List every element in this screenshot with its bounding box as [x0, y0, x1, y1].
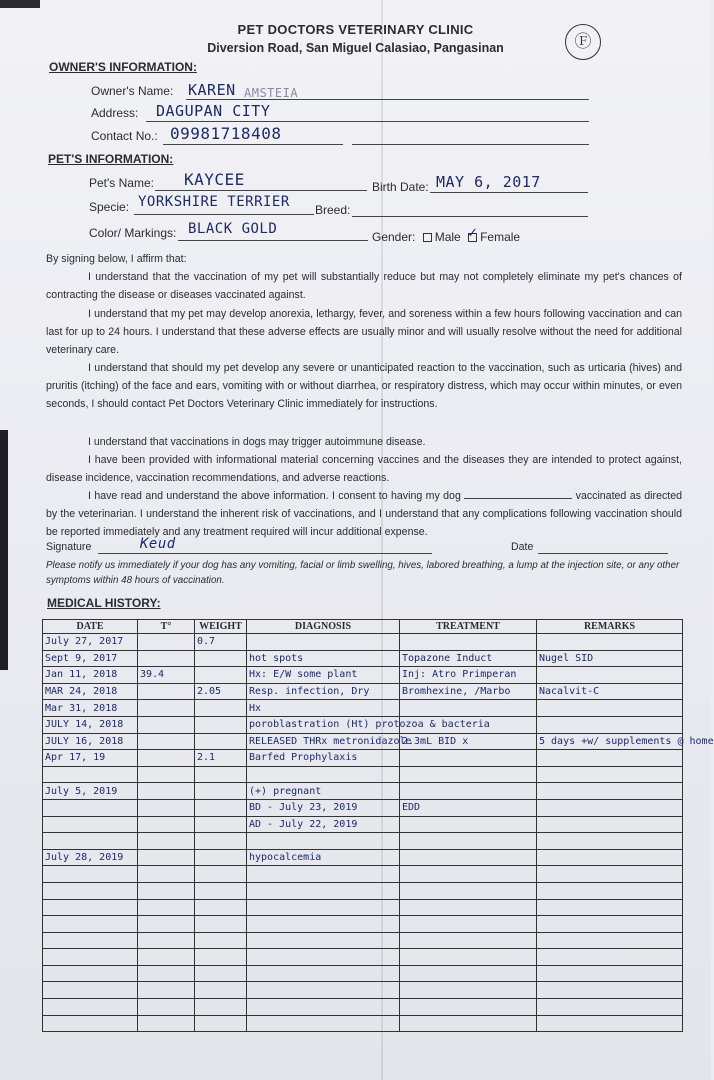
- table-cell[interactable]: [400, 833, 537, 850]
- table-cell[interactable]: [138, 733, 195, 750]
- table-row: [43, 683, 683, 700]
- table-cell[interactable]: [195, 866, 247, 883]
- table-cell[interactable]: [537, 716, 683, 733]
- table-cell[interactable]: [195, 667, 247, 684]
- table-row: [43, 882, 683, 899]
- consent-paragraph-1: I understand that the vaccination of my pet will substantially reduce but may not completely eliminate my pet's chances of contracting the disease or diseases vaccinated against.: [46, 271, 682, 302]
- table-cell[interactable]: [195, 716, 247, 733]
- table-row: [43, 965, 683, 982]
- table-cell[interactable]: [247, 982, 400, 999]
- pet-name-value[interactable]: KAYCEE: [184, 170, 245, 189]
- table-cell[interactable]: [537, 700, 683, 717]
- torn-edge: [0, 430, 8, 670]
- table-cell[interactable]: Inj: Atro Primperan: [400, 667, 537, 684]
- table-cell[interactable]: [138, 932, 195, 949]
- table-cell[interactable]: [400, 816, 537, 833]
- medical-history-title: MEDICAL HISTORY:: [47, 596, 161, 610]
- table-row: [43, 999, 683, 1016]
- table-cell[interactable]: hot spots: [247, 650, 400, 667]
- table-cell[interactable]: [400, 882, 537, 899]
- table-cell[interactable]: 2.05: [195, 683, 247, 700]
- table-cell[interactable]: EDD: [400, 799, 537, 816]
- form-stamp: Ⓕ: [565, 24, 601, 60]
- breed-line: [352, 216, 588, 217]
- table-cell[interactable]: [400, 634, 537, 651]
- table-cell[interactable]: [537, 949, 683, 966]
- table-cell[interactable]: [195, 882, 247, 899]
- table-cell[interactable]: [43, 999, 138, 1016]
- table-cell[interactable]: [138, 899, 195, 916]
- table-cell[interactable]: [247, 949, 400, 966]
- table-cell[interactable]: [537, 965, 683, 982]
- table-cell[interactable]: [138, 634, 195, 651]
- female-check-mark: ✓: [467, 225, 478, 241]
- table-cell[interactable]: [43, 833, 138, 850]
- table-cell[interactable]: [138, 849, 195, 866]
- pet-section-title: PET'S INFORMATION:: [48, 152, 174, 166]
- table-cell[interactable]: [43, 899, 138, 916]
- table-row: [43, 783, 683, 800]
- consent-paragraph-6: [46, 487, 682, 542]
- table-cell[interactable]: [43, 965, 138, 982]
- table-row: [43, 700, 683, 717]
- table-cell[interactable]: Hx: E/W some plant: [247, 667, 400, 684]
- table-cell[interactable]: Jan 11, 2018: [43, 667, 138, 684]
- table-cell[interactable]: [537, 783, 683, 800]
- column-header: TREATMENT: [400, 620, 537, 634]
- column-header: DATE: [43, 620, 138, 634]
- owner-section-title: OWNER'S INFORMATION:: [49, 60, 197, 74]
- signature-label: Signature: [46, 541, 92, 553]
- table-row: [43, 750, 683, 767]
- signature-line: [98, 553, 432, 554]
- table-cell[interactable]: poroblastration (Ht) protozoa & bacteria: [247, 716, 400, 733]
- table-cell[interactable]: [400, 982, 537, 999]
- table-cell[interactable]: [247, 999, 400, 1016]
- table-cell[interactable]: Bromhexine, /Marbo: [400, 683, 537, 700]
- table-cell[interactable]: [43, 882, 138, 899]
- table-cell[interactable]: [138, 766, 195, 783]
- specie-label: Specie:: [89, 200, 130, 214]
- table-row: [43, 833, 683, 850]
- column-header: T°: [138, 620, 195, 634]
- table-cell[interactable]: [537, 667, 683, 684]
- dog-name-blank[interactable]: [464, 498, 572, 499]
- color-value[interactable]: BLACK GOLD: [188, 221, 278, 237]
- table-cell[interactable]: [195, 799, 247, 816]
- consent-p6-start: I have read and understand the above information. I consent to having my dog: [88, 490, 461, 502]
- table-header-row: [43, 620, 683, 634]
- birth-date-value[interactable]: MAY 6, 2017: [436, 173, 541, 191]
- male-label: Male: [434, 230, 461, 244]
- table-cell[interactable]: [138, 799, 195, 816]
- table-row: [43, 716, 683, 733]
- table-cell[interactable]: [247, 899, 400, 916]
- address-label: Address:: [91, 106, 139, 120]
- contact-label: Contact No.:: [91, 129, 158, 143]
- table-cell[interactable]: [43, 949, 138, 966]
- breed-label: Breed:: [315, 203, 351, 217]
- table-cell[interactable]: Topazone Induct: [400, 650, 537, 667]
- table-row: [43, 849, 683, 866]
- table-cell[interactable]: [138, 1015, 195, 1032]
- medical-history-table: [42, 619, 714, 1032]
- table-cell[interactable]: [537, 882, 683, 899]
- table-cell[interactable]: [138, 783, 195, 800]
- column-header: REMARKS: [537, 620, 683, 634]
- table-cell[interactable]: hypocalcemia: [247, 849, 400, 866]
- table-row: [43, 932, 683, 949]
- specie-value[interactable]: YORKSHIRE TERRIER: [138, 194, 290, 210]
- female-label: Female: [480, 230, 521, 244]
- table-cell[interactable]: [138, 982, 195, 999]
- table-cell[interactable]: [247, 965, 400, 982]
- table-cell[interactable]: [138, 650, 195, 667]
- table-cell[interactable]: [43, 816, 138, 833]
- signature-value[interactable]: Keud: [140, 536, 176, 552]
- table-cell[interactable]: MAR 24, 2018: [43, 683, 138, 700]
- consent-paragraph-4: I understand that vaccinations in dogs may trigger autoimmune disease.: [88, 436, 426, 448]
- table-cell[interactable]: Apr 17, 19: [43, 750, 138, 767]
- table-cell[interactable]: [43, 916, 138, 933]
- table-row: [43, 650, 683, 667]
- table-cell[interactable]: [195, 733, 247, 750]
- table-cell[interactable]: [537, 932, 683, 949]
- table-cell[interactable]: [537, 1015, 683, 1032]
- table-cell[interactable]: [195, 899, 247, 916]
- table-cell[interactable]: [400, 1015, 537, 1032]
- table-cell[interactable]: RELEASED THRx metronidazole: [247, 733, 400, 750]
- contact-value[interactable]: 09981718408: [170, 124, 282, 143]
- table-cell[interactable]: [43, 982, 138, 999]
- birth-date-label: Birth Date:: [372, 180, 429, 194]
- table-cell[interactable]: [537, 634, 683, 651]
- table-cell[interactable]: 0.7: [195, 634, 247, 651]
- table-cell[interactable]: [195, 932, 247, 949]
- table-row: [43, 667, 683, 684]
- table-row: [43, 982, 683, 999]
- table-cell[interactable]: [400, 949, 537, 966]
- date-label: Date: [511, 541, 534, 553]
- table-cell[interactable]: [138, 949, 195, 966]
- table-cell[interactable]: [43, 799, 138, 816]
- table-row: [43, 799, 683, 816]
- table-row: [43, 816, 683, 833]
- table-cell[interactable]: [247, 833, 400, 850]
- table-cell[interactable]: [537, 866, 683, 883]
- table-cell[interactable]: 39.4: [138, 667, 195, 684]
- table-cell[interactable]: [400, 783, 537, 800]
- table-cell[interactable]: [43, 1015, 138, 1032]
- owner-name-label: Owner's Name:: [91, 84, 174, 98]
- pet-name-label: Pet's Name:: [89, 176, 154, 190]
- table-cell[interactable]: [537, 766, 683, 783]
- table-cell[interactable]: [247, 866, 400, 883]
- table-cell[interactable]: [400, 750, 537, 767]
- table-cell[interactable]: [195, 999, 247, 1016]
- table-cell[interactable]: [195, 1015, 247, 1032]
- table-cell[interactable]: [247, 916, 400, 933]
- table-cell[interactable]: [400, 965, 537, 982]
- table-cell[interactable]: July 28, 2019: [43, 849, 138, 866]
- table-cell[interactable]: [537, 899, 683, 916]
- table-cell[interactable]: JULY 16, 2018: [43, 733, 138, 750]
- table-row: [43, 733, 683, 750]
- table-cell[interactable]: [195, 816, 247, 833]
- table-cell[interactable]: Resp. infection, Dry: [247, 683, 400, 700]
- table-cell[interactable]: [195, 916, 247, 933]
- specie-line: [134, 214, 314, 215]
- clinic-name: PET DOCTORS VETERINARY CLINIC: [237, 22, 474, 37]
- contact-line-2: [352, 144, 589, 145]
- consent-p6-end: vaccinated as directed by the veterinarian. I understand the inherent risk of vaccinations, and I understand that any complications following vaccination should be reported immediately and any treatment required will incur additional expense.: [46, 490, 682, 539]
- table-cell[interactable]: [400, 932, 537, 949]
- table-cell[interactable]: (+) pregnant: [247, 783, 400, 800]
- table-cell[interactable]: 5 days +w/ supplements @ home: [537, 733, 683, 750]
- table-cell[interactable]: [138, 833, 195, 850]
- color-line: [178, 240, 368, 241]
- table-cell[interactable]: [138, 999, 195, 1016]
- table-cell[interactable]: [400, 899, 537, 916]
- table-row: [43, 916, 683, 933]
- table-cell[interactable]: [400, 849, 537, 866]
- table-cell[interactable]: JULY 14, 2018: [43, 716, 138, 733]
- gender-label: Gender:: [372, 230, 416, 244]
- table-cell[interactable]: [138, 716, 195, 733]
- table-cell[interactable]: 2.3mL BID x: [400, 733, 537, 750]
- table-cell[interactable]: [247, 1015, 400, 1032]
- table-cell[interactable]: [195, 766, 247, 783]
- column-header: DIAGNOSIS: [247, 620, 400, 634]
- table-cell[interactable]: [537, 799, 683, 816]
- table-row: [43, 866, 683, 883]
- consent-paragraph-3: I understand that should my pet develop any severe or unanticipated reaction to the vaccination, such as urticaria (hives) and pruritis (itching) of the face and ears, vomiting with or without diarrhea, or respiratory distress, which may occur within minutes, or even seconds, I should contact Pet Doctors Veterinary Clinic immediately for instructions.: [46, 362, 682, 411]
- table-cell[interactable]: [537, 982, 683, 999]
- table-cell[interactable]: [537, 916, 683, 933]
- table-cell[interactable]: [400, 866, 537, 883]
- table-cell[interactable]: [400, 700, 537, 717]
- birth-date-line: [430, 192, 588, 193]
- table-cell[interactable]: [195, 982, 247, 999]
- table-cell[interactable]: [138, 965, 195, 982]
- table-cell[interactable]: [247, 882, 400, 899]
- consent-intro: By signing below, I affirm that:: [46, 253, 187, 265]
- gender-field: [372, 225, 521, 244]
- table-cell[interactable]: [43, 932, 138, 949]
- table-cell[interactable]: [400, 916, 537, 933]
- table-cell[interactable]: [195, 833, 247, 850]
- owner-name-value[interactable]: KAREN: [188, 81, 236, 99]
- column-header: WEIGHT: [195, 620, 247, 634]
- consent-paragraph-5: I have been provided with informational material concerning vaccines and the diseases they are intended to protect against, disease incidence, vaccination recommendations, and adverse reactions.: [46, 454, 682, 485]
- pet-name-line: [155, 190, 367, 191]
- table-cell[interactable]: [537, 816, 683, 833]
- table-cell[interactable]: [195, 949, 247, 966]
- table-cell[interactable]: [247, 634, 400, 651]
- clinic-address: Diversion Road, San Miguel Calasiao, Pangasinan: [207, 41, 504, 55]
- table-row: [43, 766, 683, 783]
- color-label: Color/ Markings:: [89, 226, 177, 240]
- table-cell[interactable]: [247, 766, 400, 783]
- table-cell[interactable]: 2.1: [195, 750, 247, 767]
- table-cell[interactable]: [537, 833, 683, 850]
- table-cell[interactable]: [537, 750, 683, 767]
- table-cell[interactable]: AD - July 22, 2019: [247, 816, 400, 833]
- table-cell[interactable]: [195, 849, 247, 866]
- owner-name-faint: AMSTEIA: [244, 86, 299, 100]
- address-line: [146, 121, 589, 122]
- table-cell[interactable]: [138, 700, 195, 717]
- table-cell[interactable]: [138, 916, 195, 933]
- table-cell[interactable]: [138, 750, 195, 767]
- table-cell[interactable]: Barfed Prophylaxis: [247, 750, 400, 767]
- table-cell[interactable]: [537, 849, 683, 866]
- table-row: [43, 949, 683, 966]
- date-line: [538, 553, 668, 554]
- table-cell[interactable]: [247, 932, 400, 949]
- male-checkbox[interactable]: [423, 233, 432, 242]
- table-cell[interactable]: BD - July 23, 2019: [247, 799, 400, 816]
- table-cell[interactable]: July 27, 2017: [43, 634, 138, 651]
- notice-text: Please notify us immediately if your dog has any vomiting, facial or limb swelling, hives, labored breathing, a lump at the injection site, or any other symptoms within 48 hours of vaccination.: [46, 560, 680, 586]
- medical-history-body: [43, 634, 714, 1032]
- table-cell[interactable]: [138, 866, 195, 883]
- table-cell[interactable]: [138, 882, 195, 899]
- table-row: [43, 1015, 683, 1032]
- table-cell[interactable]: Nugel SID: [537, 650, 683, 667]
- corner-mark: [0, 0, 40, 8]
- table-cell[interactable]: [195, 783, 247, 800]
- table-cell[interactable]: [195, 700, 247, 717]
- table-cell[interactable]: [43, 866, 138, 883]
- consent-paragraph-2: I understand that my pet may develop anorexia, lethargy, fever, and soreness within a few hours following vaccination and can last for up to 24 hours. I understand that these adverse effects are usually minor and will usually resolve without the need for additional veterinary care.: [46, 308, 682, 357]
- address-value[interactable]: DAGUPAN CITY: [156, 102, 271, 120]
- table-cell[interactable]: [400, 766, 537, 783]
- table-cell[interactable]: [400, 999, 537, 1016]
- table-row: [43, 634, 683, 651]
- table-cell[interactable]: July 5, 2019: [43, 783, 138, 800]
- table-cell[interactable]: [537, 999, 683, 1016]
- female-checkbox[interactable]: [467, 225, 478, 242]
- table-row: [43, 899, 683, 916]
- table-cell[interactable]: [138, 683, 195, 700]
- table-cell[interactable]: Sept 9, 2017: [43, 650, 138, 667]
- table-cell[interactable]: Nacalvit-C: [537, 683, 683, 700]
- table-cell[interactable]: [195, 650, 247, 667]
- table-cell[interactable]: Hx: [247, 700, 400, 717]
- table-cell[interactable]: Mar 31, 2018: [43, 700, 138, 717]
- contact-line: [163, 144, 343, 145]
- table-cell[interactable]: [138, 816, 195, 833]
- table-cell[interactable]: [195, 965, 247, 982]
- table-cell[interactable]: [43, 766, 138, 783]
